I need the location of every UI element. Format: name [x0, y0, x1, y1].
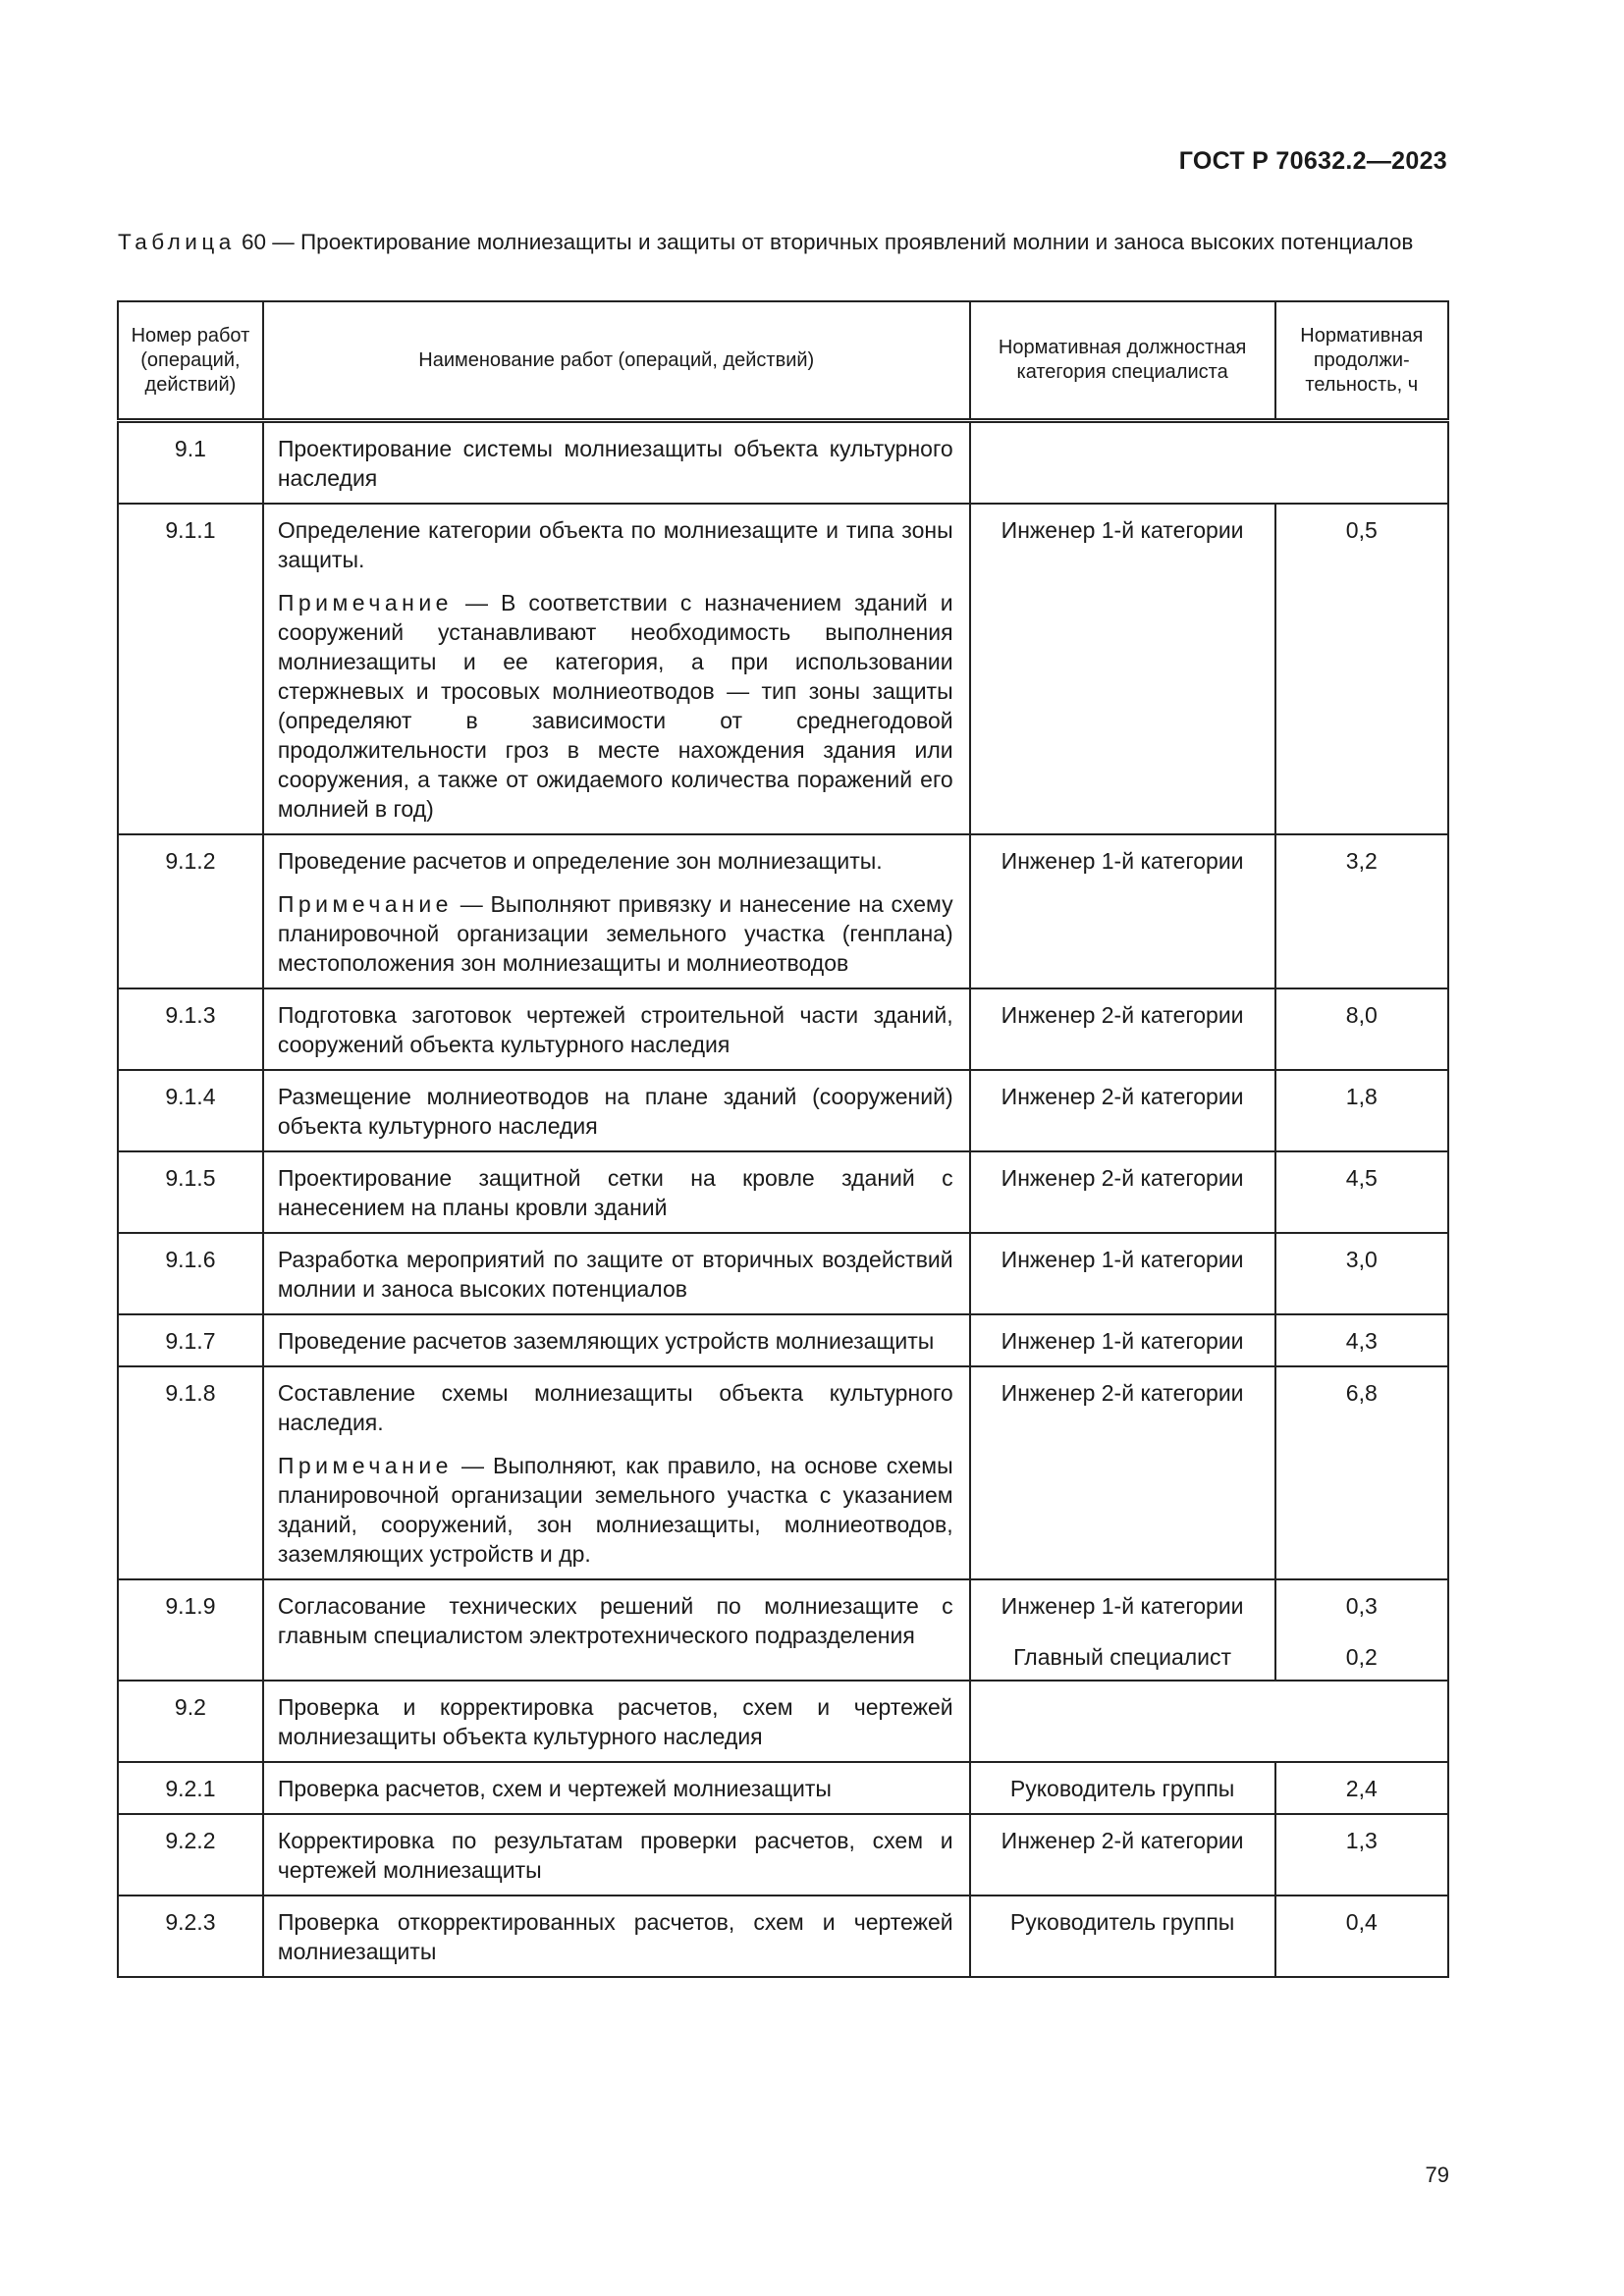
row-duration: 8,0: [1275, 988, 1448, 1070]
note-text: — В соответствии с назначением зданий и сооружений устанавливают необходимость выполнения молниезащиты и ее категория, а при использовании стержневых и тросовых молниеотводов — тип зоны защиты (определяют в зависимости от среднегодовой продолжительности гроз в месте нахождения здания или сооружения, а также от ожидаемого количества поражений его молнией в год): [277, 590, 953, 822]
row-duration: 3,0: [1275, 1233, 1448, 1314]
row-category: Инженер 1-й категории: [970, 834, 1275, 988]
row-number: 9.1.9: [118, 1579, 263, 1681]
table-row: [118, 1814, 1448, 1896]
row-number: 9.1.2: [118, 834, 263, 988]
row-number: 9.1.4: [118, 1070, 263, 1151]
row-name: Размещение молниеотводов на плане зданий (сооружений) объекта культурного наследия: [263, 1070, 970, 1151]
row-name-cell: [263, 834, 970, 988]
page-number: 79: [1425, 2163, 1449, 2187]
row-number: 9.1.3: [118, 988, 263, 1070]
table-caption-label: Таблица: [118, 230, 236, 254]
row-note: [278, 1451, 953, 1569]
row-number: 9.2.1: [118, 1762, 263, 1814]
table-row: [118, 834, 1448, 988]
row-duration: 4,5: [1275, 1151, 1448, 1233]
row-category: Инженер 2-й категории: [970, 1070, 1275, 1151]
row-category: Инженер 2-й категории: [970, 1366, 1275, 1579]
row-category: Инженер 1-й категории: [970, 1233, 1275, 1314]
row-category: Инженер 1-й категории: [1001, 1593, 1244, 1619]
row-name: Подготовка заготовок чертежей строительной части зданий, сооружений объекта культурного наследия: [263, 988, 970, 1070]
row-name: Определение категории объекта по молниезащите и типа зоны защиты.: [277, 517, 953, 572]
row-empty-cell: [970, 421, 1448, 505]
row-category: Инженер 1-й категории: [970, 504, 1275, 834]
row-duration: 1,8: [1275, 1070, 1448, 1151]
row-category-cell: [970, 1579, 1275, 1681]
table-row: [118, 1896, 1448, 1977]
table-row: [118, 1233, 1448, 1314]
table-caption: [118, 228, 1443, 257]
table-row: [118, 1681, 1448, 1762]
row-duration: 0,2: [1345, 1644, 1378, 1670]
work-norms-table: [117, 300, 1449, 1978]
row-number: 9.1.7: [118, 1314, 263, 1366]
table-row: [118, 1314, 1448, 1366]
header-name: Наименование работ (операций, действий): [263, 301, 970, 421]
row-number: 9.1.6: [118, 1233, 263, 1314]
row-number: 9.2: [118, 1681, 263, 1762]
header-duration: Нормативная продолжи-тельность, ч: [1275, 301, 1448, 421]
row-number: 9.1.8: [118, 1366, 263, 1579]
row-name: Разработка мероприятий по защите от вторичных воздействий молнии и заноса высоких потенциалов: [263, 1233, 970, 1314]
row-duration: 0,4: [1275, 1896, 1448, 1977]
row-name: Согласование технических решений по молниезащите с главным специалистом электротехнического подразделения: [263, 1579, 970, 1681]
table-row: [118, 504, 1448, 834]
row-number: 9.2.3: [118, 1896, 263, 1977]
row-note: [278, 889, 953, 978]
row-name: Проверка расчетов, схем и чертежей молниезащиты: [263, 1762, 970, 1814]
table-row: [118, 1366, 1448, 1579]
row-duration: 6,8: [1275, 1366, 1448, 1579]
row-name-cell: [263, 1366, 970, 1579]
row-name: Корректировка по результатам проверки расчетов, схем и чертежей молниезащиты: [263, 1814, 970, 1896]
row-duration: 2,4: [1275, 1762, 1448, 1814]
note-label: Примечание: [277, 590, 453, 615]
row-duration: 4,3: [1275, 1314, 1448, 1366]
row-number: 9.1: [118, 421, 263, 505]
row-name-cell: [263, 504, 970, 834]
row-number: 9.1.1: [118, 504, 263, 834]
header-number: Номер работ (операций, действий): [118, 301, 263, 421]
table-row: [118, 988, 1448, 1070]
row-duration: 0,3: [1345, 1593, 1378, 1619]
row-name: Проведение расчетов заземляющих устройств молниезащиты: [263, 1314, 970, 1366]
table-row: [118, 421, 1448, 505]
row-duration: 1,3: [1275, 1814, 1448, 1896]
row-duration: 3,2: [1275, 834, 1448, 988]
table-header-row: [118, 301, 1448, 421]
note-label: Примечание: [277, 891, 453, 917]
table-row: [118, 1762, 1448, 1814]
row-name: Проверка откорректированных расчетов, схем и чертежей молниезащиты: [263, 1896, 970, 1977]
row-category: Главный специалист: [1013, 1644, 1232, 1670]
row-category: Инженер 2-й категории: [970, 988, 1275, 1070]
row-category: Инженер 2-й категории: [970, 1814, 1275, 1896]
row-number: 9.1.5: [118, 1151, 263, 1233]
row-category: Руководитель группы: [970, 1896, 1275, 1977]
table-row: [118, 1151, 1448, 1233]
table-row: [118, 1070, 1448, 1151]
header-category: Нормативная должностная категория специалиста: [970, 301, 1275, 421]
row-number: 9.2.2: [118, 1814, 263, 1896]
row-name: Проведение расчетов и определение зон молниезащиты.: [277, 848, 883, 874]
table-row: [118, 1579, 1448, 1681]
row-name: Проверка и корректировка расчетов, схем и чертежей молниезащиты объекта культурного наследия: [263, 1681, 970, 1762]
row-category: Инженер 1-й категории: [970, 1314, 1275, 1366]
row-duration: 0,5: [1275, 504, 1448, 834]
row-name: Проектирование системы молниезащиты объекта культурного наследия: [263, 421, 970, 505]
row-duration-cell: [1275, 1579, 1448, 1681]
note-text: — Выполняют привязку и нанесение на схему планировочной организации земельного участка (генплана) местоположения зон молниезащиты и молниеотводов: [277, 891, 953, 976]
table-caption-text: 60 — Проектирование молниезащиты и защиты от вторичных проявлений молнии и заноса высоких потенциалов: [235, 230, 1414, 254]
row-name: Проектирование защитной сетки на кровле зданий с нанесением на планы кровли зданий: [263, 1151, 970, 1233]
row-note: [278, 588, 953, 824]
row-name: Составление схемы молниезащиты объекта культурного наследия.: [277, 1380, 953, 1435]
row-category: Инженер 2-й категории: [970, 1151, 1275, 1233]
document-code: ГОСТ Р 70632.2—2023: [1178, 147, 1447, 175]
row-category: Руководитель группы: [970, 1762, 1275, 1814]
note-text: — Выполняют, как правило, на основе схемы планировочной организации земельного участка с указанием зданий, сооружений, зон молниезащиты, молниеотводов, заземляющих устройств и др.: [277, 1453, 953, 1567]
note-label: Примечание: [277, 1453, 453, 1478]
row-empty-cell: [970, 1681, 1448, 1762]
